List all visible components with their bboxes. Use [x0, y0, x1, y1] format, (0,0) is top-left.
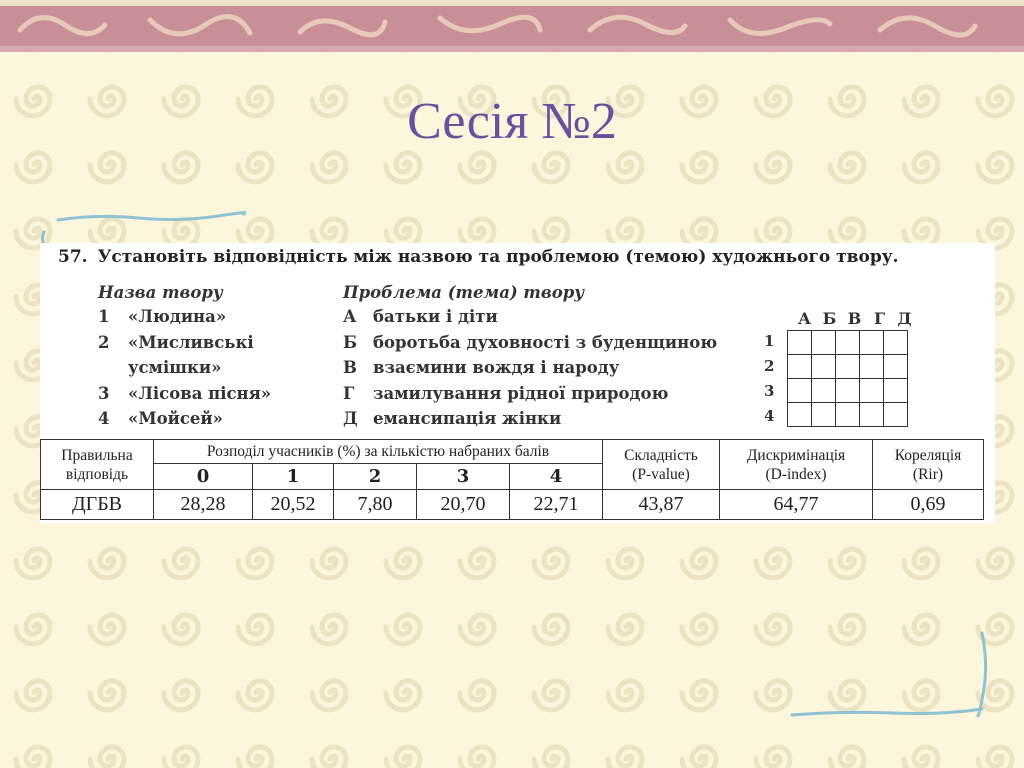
score-column-0: 0 [154, 464, 253, 490]
left-item: 1 «Людина» [98, 307, 227, 326]
difficulty-value: 43,87 [603, 490, 720, 520]
distribution-value-1: 20,52 [253, 490, 334, 520]
distribution-value-0: 28,28 [154, 490, 253, 520]
statistics-table [40, 439, 984, 520]
right-column-header: Проблема (тема) твору [343, 283, 585, 302]
left-item: 4 «Мойсей» [98, 409, 223, 428]
answer-grid [787, 330, 908, 427]
answer-grid-row-labels: 1 2 3 4 [764, 332, 775, 425]
right-item: Д емансипація жінки [343, 409, 562, 428]
slide-title: Сесія №2 [407, 93, 617, 150]
discrimination-value: 64,77 [720, 490, 873, 520]
score-column-3: 3 [417, 464, 510, 490]
decorative-line-bottom [780, 625, 1000, 725]
question-heading [58, 247, 899, 267]
discrimination-header: Дискримінація (D-index) [720, 440, 873, 490]
left-item: 3 «Лісова пісня» [98, 384, 272, 403]
right-item: Г замилування рідної природою [343, 384, 669, 403]
correct-answer-header: Правильна відповідь [41, 440, 154, 490]
left-item-continuation: усмішки» [128, 358, 222, 377]
question-text: Установіть відповідність між назвою та проблемою (темою) художнього твору. [97, 247, 899, 267]
score-column-2: 2 [334, 464, 417, 490]
right-item: Б боротьба духовності з буденщиною [343, 333, 718, 352]
distribution-value-3: 20,70 [417, 490, 510, 520]
top-banner [0, 0, 1024, 52]
distribution-header: Розподіл учасників (%) за кількістю набраних балів [154, 440, 603, 464]
answer-grid-column-labels: А Б В Г Д [797, 309, 912, 328]
question-number: 57. [58, 247, 88, 267]
score-column-1: 1 [253, 464, 334, 490]
left-item: 2 «Мисливські [98, 333, 254, 352]
right-item: А батьки і діти [343, 307, 498, 326]
task-image [40, 243, 995, 523]
score-column-4: 4 [510, 464, 603, 490]
correlation-header: Кореляція (Rir) [873, 440, 984, 490]
right-item: В взаємини вождя і народу [343, 358, 620, 377]
left-column-header: Назва твору [98, 283, 223, 302]
difficulty-header: Складність (P-value) [603, 440, 720, 490]
correct-answer-value: ДГБВ [41, 490, 154, 520]
correlation-value: 0,69 [873, 490, 984, 520]
distribution-value-2: 7,80 [334, 490, 417, 520]
distribution-value-4: 22,71 [510, 490, 603, 520]
